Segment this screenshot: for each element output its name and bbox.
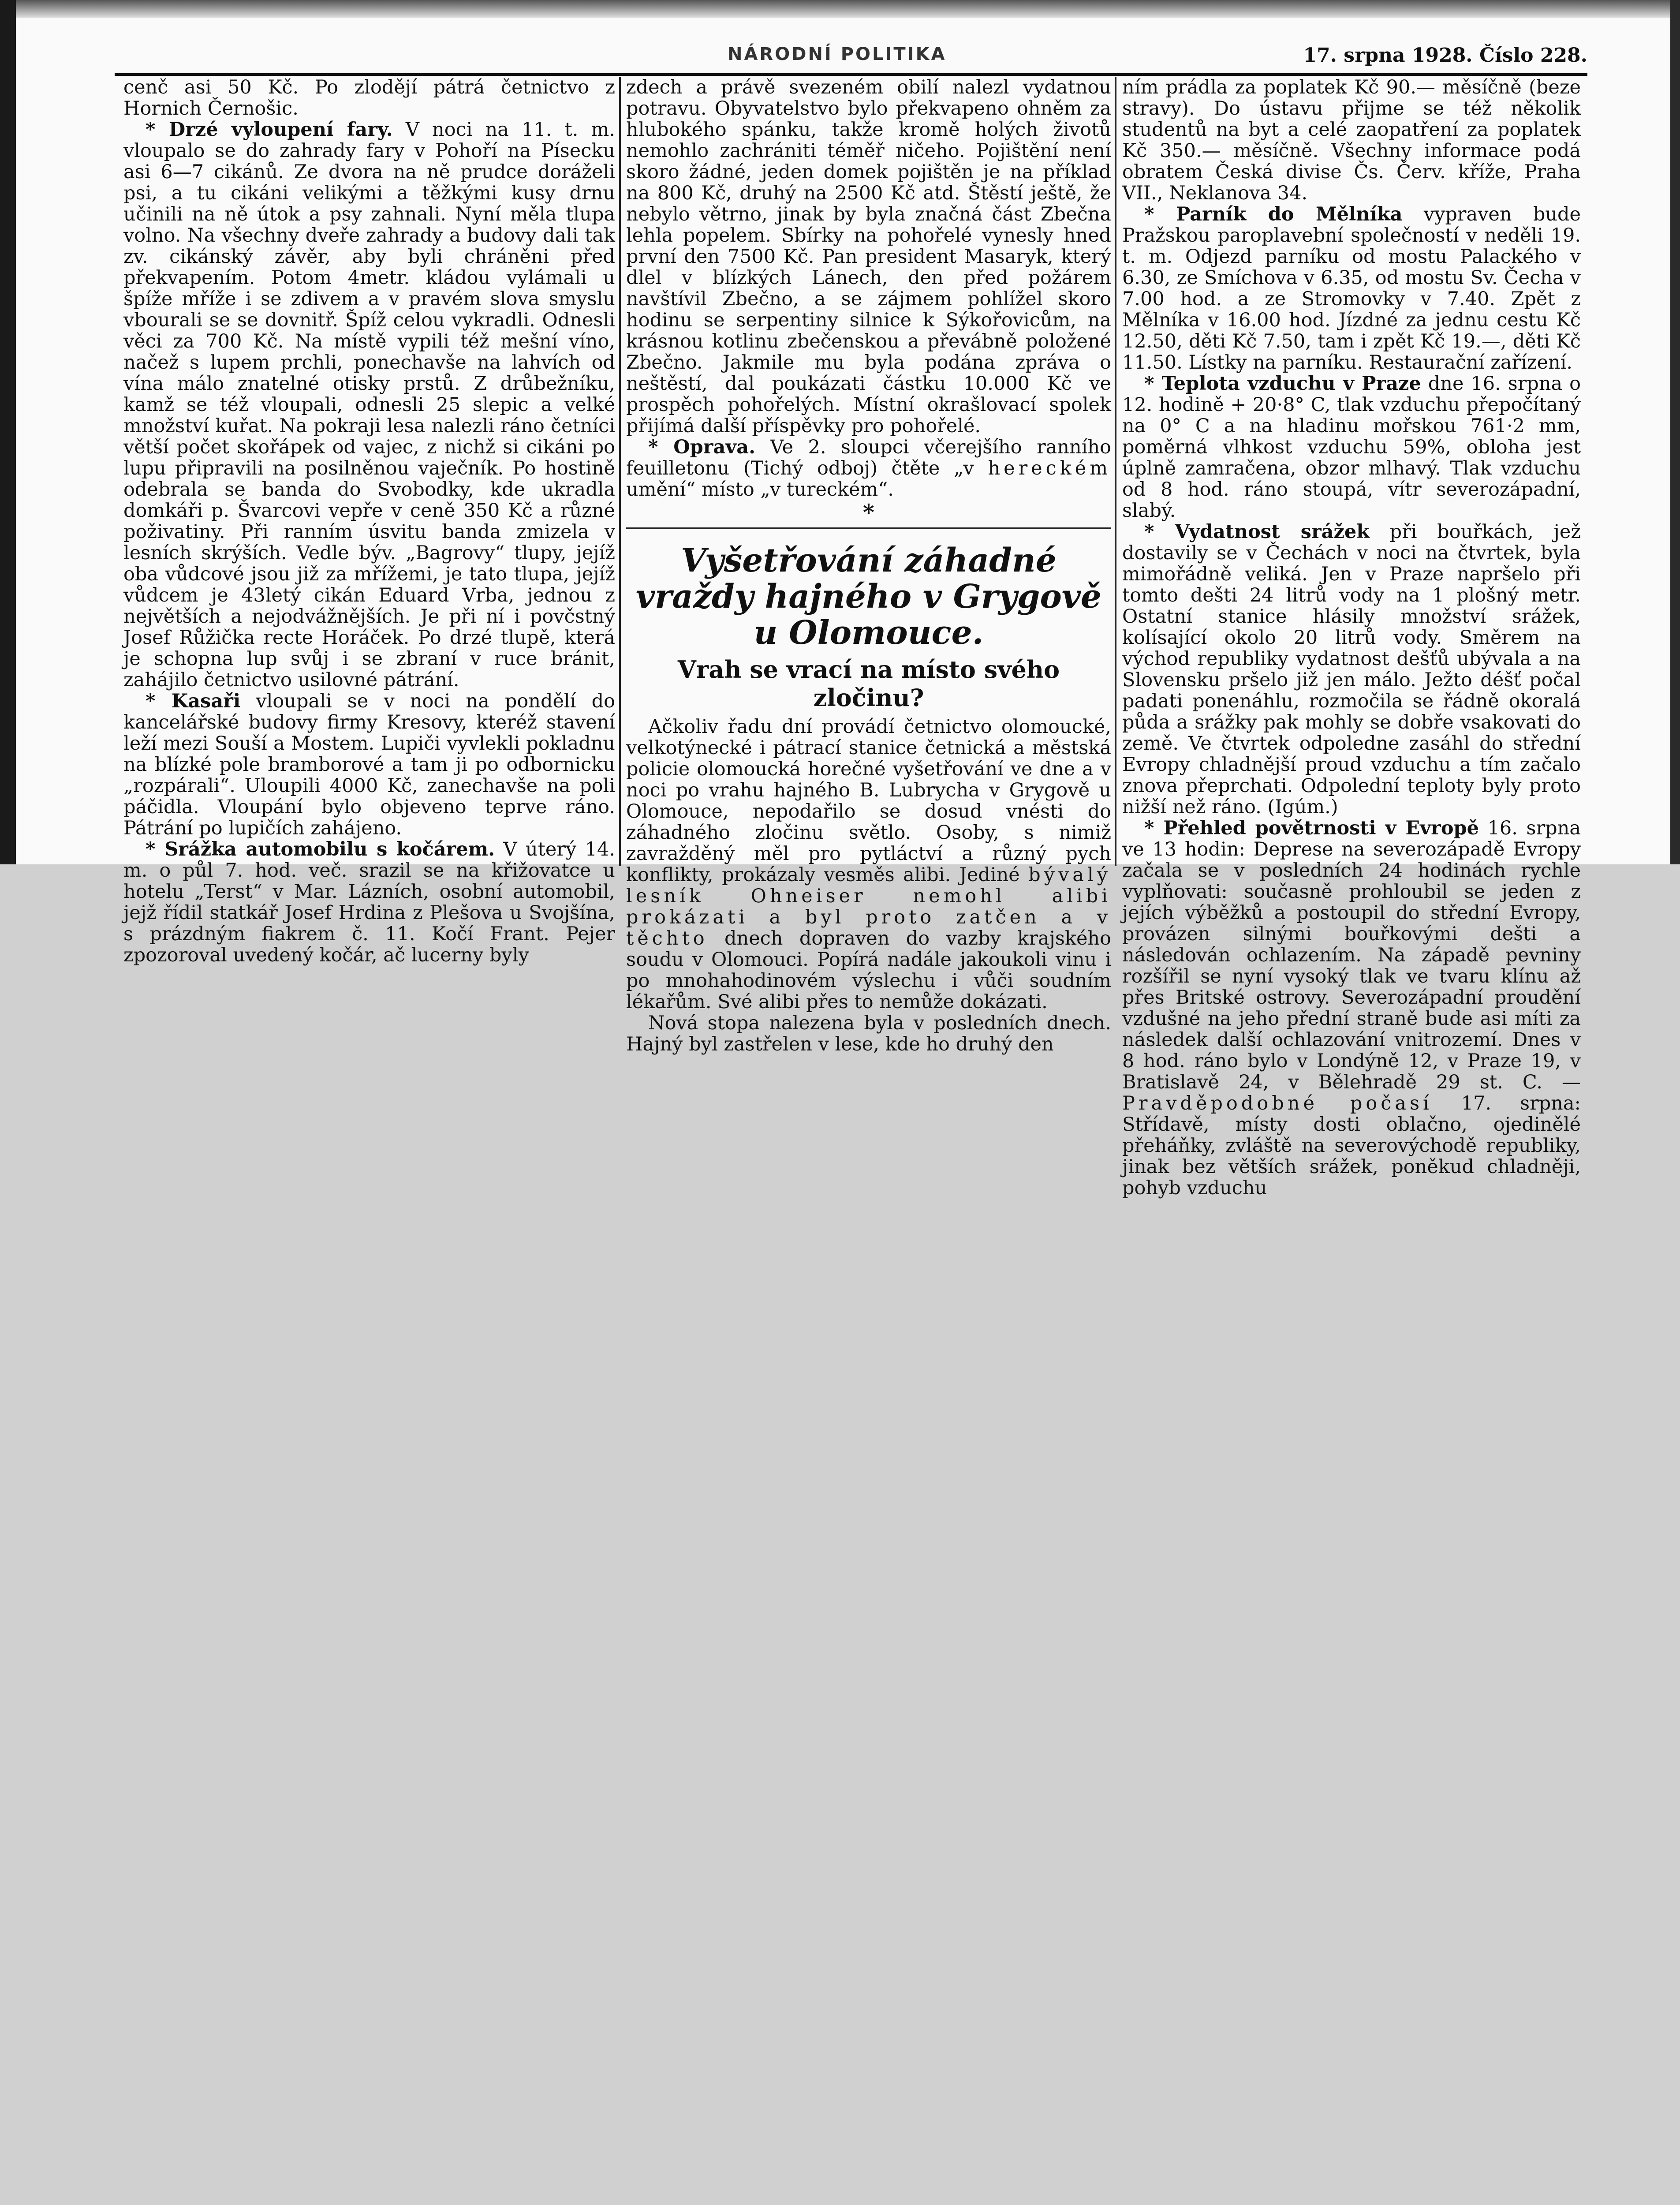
page-header — [132, 44, 1587, 71]
article-oprava: * Oprava. Ve 2. sloupci včerejšího ranního feuilletonu (Tichý odboj) čtěte „v hereckém umění“ místo „v tureckém“. — [626, 436, 1111, 501]
article-body: V noci na 11. t. m. vloupalo se do zahrady fary v Pohoří na Písecku asi 6—7 cikánů. Ze dvora na ně prudce doráželi psi, a tu cikáni velikými a těžkými kusy drnu učinili na ně útok a psy zahnali. Nyní měla tlupa volno. Na všechny dveře zahrady a budovy dali tak zv. cikánský závěr, aby byli chráněni před překvapením. Potom 4metr. kládou vylámali u špíže mříže i se zdivem a v pravém slova smyslu vbourali se se dovnitř. Špíž celou vykradli. Odnesli věci za 700 Kč. Na místě vypili též mešní víno, načež s lupem prchli, ponechavše na lahvích od vína málo znatelné otisky prstů. Z drůbežníku, kamž se též vloupali, odnesli 25 slepic a velké množství kuřat. Na pokraji lesa nalezli ráno četníci větší počet skořápek od vajec, z nichž si cikáni po lupu připravili na posilněnou vaječník. Po hostině odebrala se banda do Svobodky, kde ukradla domkáři p. Švarcovi vepře v ceně 350 Kč a různé poživatiny. Při ranním úsvitu banda zmizela v lesních skrýších. Vedle býv. „Bagrovy“ tlupy, jejíž oba vůdcové jsou již za mřížemi, je tato tlupa, jejíž vůdcem je 43letý cikán Eduard Vrba, jednou z největších a nejodvážnějších. Je při ní i povčstný Josef Růžička recte Horáček. Po drzé tlupě, která je schopna lup svůj i se zbraní v ruce bránit, zahájilo četnictvo usilovné pátrání. — [123, 119, 615, 691]
issue-date: 17. srpna 1928. Číslo 228. — [1303, 44, 1587, 67]
article-teplota: * Teplota vzduchu v Praze dne 16. srpna o 12. hodině + 20·8° C, tlak vzduchu přepočítaný na 0° C a na hladinu mořskou 761·2 mm, poměrná vlhkost vzduchu 59%, obloha jest úplně zamračena, obzor mlhavý. Tlak vzduchu od 8 hod. ráno stoupá, vítr severozápadní, slabý. — [1122, 373, 1581, 522]
headline-rule — [626, 527, 1111, 529]
article-body: vloupali se v noci na pondělí do kancelářské budovy firmy Kresovy, kteréž stavení leží mezi Souší a Mostem. Lupiči vyvlekli pokladnu na blízké pole bramborové a tam ji po odbornicku „rozpárali“. Uloupili 4000 Kč, zanechavše na poli páčidla. Vloupání bylo objeveno teprve ráno. Pátrání po lupičích zahájeno. — [123, 690, 615, 839]
article-body: Nová stopa nalezena byla v posledních dnech. Hajný byl zastřelen v lese, kde ho druhý den — [626, 1012, 1111, 1055]
scan-edge-top — [0, 0, 1680, 18]
article-drze-vyloupeni — [123, 119, 615, 691]
paragraph: zdech a právě svezeném obilí nalezl vydatnou potravu. Obyvatelstvo bylo překvapeno ohněm za hlubokého spánku, takže kromě holých životů nemohlo zachrániti téměř ničeho. Pojištění není skoro žádné, jeden domek pojištěn je na příklad na 800 Kč, druhý na 2500 Kč atd. Štěstí ještě, že nebylo větrno, jinak by byla značná část Zbečna lehla popelem. Sbírky na pohořelé vynesly hned první den 7500 Kč. Pan president Masaryk, který dlel v blízkých Lánech, den před požárem navštívil Zbečno, a se zájmem pohlížel skoro hodinu se serpentiny silnice k Sýkořovicům, na krásnou kotlinu zbečenskou a převábně položené Zbečno. Jakmile mu byla podána zpráva o neštěstí, dal poukázati částku 10.000 Kč ve prospěch pohořelých. Místní okrašlovací spolek přijímá další příspěvky pro pohořelé. — [626, 76, 1111, 437]
article-body: V úterý 14. m. o půl 7. hod. več. srazil se na křižovatce u hotelu „Terst“ v Mar. Lázních, osobní automobil, jejž řídil statkář Josef Hrdina z Plešova u Svojšína, s prázdným fiakrem č. 11. Kočí Frant. Pejer zpozoroval uvedený kočár, ač lucerny byly — [123, 838, 615, 966]
paragraph: ním prádla za poplatek Kč 90.— měsíčně (beze stravy). Do ústavu přijme se též několik studentů na byt a celé zaopatření za poplatek Kč 350.— měsíčně. Všechny informace podá obratem Česká divise Čs. Červ. kříže, Praha VII., Neklanova 34. — [1122, 76, 1581, 204]
article-lead: * Drzé vyloupení fary. — [146, 119, 393, 141]
article-srazky: * Vydatnost srážek při bouřkách, jež dostavily se v Čechách v noci na čtvrtek, byla mimořádně veliká. Jen v Praze napršelo při tomto dešti 24 litrů vody na 1 plošný metr. Ostatní stanice hlásily množství srážek, kolísající okolo 20 litrů vody. Směrem na východ republiky vydatnost dešťů ubývala a na Slovensku pršelo již jen málo. Ježto déšť počal padati ponenáhlu, rozmočila se řádně okoralá půda a srážky pak mohly se dobře vsakovati do země. Ve čtvrtek odpoledne zasáhl do střední Evropy chladnější proud vzduchu a tím začalo znova přeprchati. Odpolední teploty byly proto nižší než ráno. (Igúm.) — [1122, 521, 1581, 818]
article-povetrnost: * Přehled povětrnosti v Evropě 16. srpna ve 13 hodin: Deprese na severozápadě Evropy začala se v posledních 24 hodinách rychle vyplňovati: současně prohloubil se jeden z jejích výběžků a postoupil do střední Evropy, provázen silnými bouřkovými dešti a následován ochlazením. Na západě pevniny rozšířil se nyní vysoký tlak ve tvaru klínu až přes Britské ostrovy. Severozápadní proudění vzdušné na jeho přední straně bude asi míti za následek další ochlazování vnitrozemí. Dnes v 8 hod. ráno bylo v Londýně 12, v Praze 19, v Bratislavě 24, v Bělehradě 29 st. C. — Pravděpodobné počasí 17. srpna: Střídavě, místy dosti oblačno, ojedinělé přeháňky, zvláště na severovýchodě republiky, jinak bez větších srážek, poněkud chladněji, pohyb vzduchu — [1122, 817, 1581, 1199]
article-lead: * Vydatnost srážek — [1144, 521, 1370, 543]
scan-edge-left — [0, 0, 16, 864]
subheadline: Vrah se vrací na místo svého zločinu? — [677, 655, 1060, 712]
article-lead: * Kasaři — [146, 690, 241, 712]
headline: Vyšetřování záhadné vraždy hajného v Grygově u Olomouce. — [636, 542, 1101, 652]
paragraph: cenč asi 50 Kč. Po zlodějí pátrá četnictvo z Hornich Černošic. — [123, 76, 615, 120]
article-parnik: * Parník do Mělníka vypraven bude Pražskou paroplavební společností v neděli 19. t. m. Odjezd parníku od mostu Palackého v 6.30, ze Smíchova v 6.35, od mostu Sv. Čecha v 7.00 hod. a ze Stromovky v 7.40. Zpět z Mělníka v 16.00 hod. Jízdné za jednu cestu Kč 12.50, děti Kč 7.50, tam i zpět Kč 19.—, děti Kč 11.50. Lístky na parníku. Restaurační zařízení. — [1122, 203, 1581, 374]
column-rule — [1115, 77, 1116, 866]
masthead: NÁRODNÍ POLITIKA — [728, 44, 947, 64]
article-body: Ačkoliv řadu dní provádí četnictvo olomoucké, velkotýnecké i pátrací stanice četnická a městská policie olomoucká horečné vyšetřování ve dne a v noci po vrahu hajného B. Lubrycha v Grygově u Olomouce, nepodařilo se dosud vnésti do záhadného zločinu světlo. Osoby, s nimiž zavražděný měl pro pytláctví a různý pych konflikty, prokázaly vesměs alibi. Jediné bývalý lesník Ohneiser nemohl alibi prokázati a byl proto zatčen a v těchto dnech dopraven do vazby krajského soudu v Olomouci. Popírá nadále jakoukoli vinu i po mnohahodinovém výslechu i vůči soudním lékařům. Své alibi přes to nemůže dokázati. — [626, 716, 1111, 1013]
article-lead: * Přehled povětrnosti v Evropě — [1144, 817, 1479, 839]
column-rule — [619, 77, 621, 866]
header-rule — [115, 73, 1587, 76]
article-lead: * Oprava. — [648, 436, 756, 458]
column-left — [123, 76, 615, 966]
column-right — [1122, 76, 1581, 1199]
article-lead: * Srážka automobilu s kočárem. — [146, 838, 495, 860]
column-middle — [626, 76, 1111, 1055]
scan-edge-right — [1670, 0, 1680, 864]
separator-star: * — [862, 499, 875, 525]
article-lead: * Parník do Mělníka — [1144, 203, 1403, 225]
article-kasari — [123, 691, 615, 839]
article-lead: * Teplota vzduchu v Praze — [1144, 373, 1421, 395]
article-srazka — [123, 839, 615, 966]
